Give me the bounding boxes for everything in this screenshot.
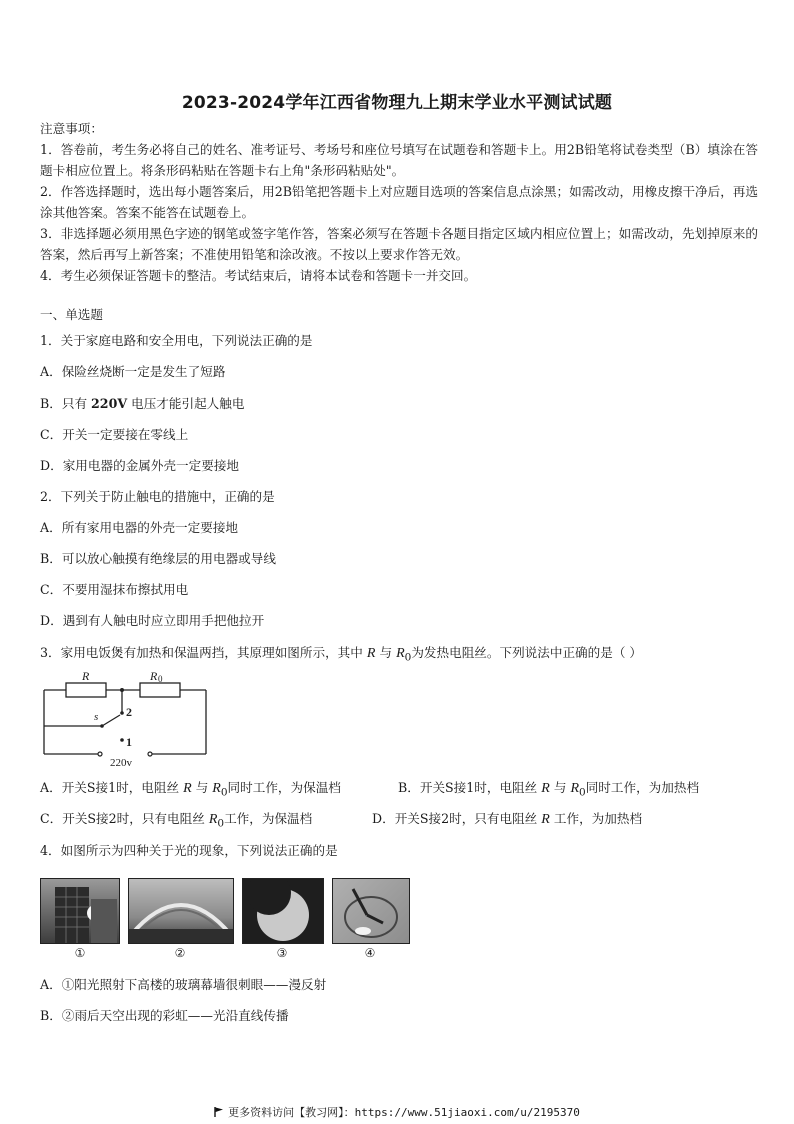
spoon-icon bbox=[333, 879, 409, 943]
q2-option-c: C．不要用湿抹布擦拭用电 bbox=[40, 582, 189, 597]
contact-2-dot bbox=[120, 711, 124, 715]
switch-blade bbox=[102, 715, 120, 726]
q2-stem: 2．下列关于防止触电的措施中，正确的是 bbox=[40, 489, 275, 504]
q3-circuit-diagram bbox=[36, 668, 216, 772]
label-contact-1: 1 bbox=[126, 735, 132, 749]
label-r0-sub: 0 bbox=[158, 674, 163, 684]
q1-b-post: 电压才能引起人触电 bbox=[127, 396, 245, 411]
label-switch: s bbox=[94, 711, 99, 723]
q3-options-row-1 bbox=[40, 777, 760, 804]
q1-option-b bbox=[40, 393, 760, 414]
photo-label-1: ① bbox=[74, 946, 86, 960]
q4-stem: 4．如图所示为四种关于光的现象，下列说法正确的是 bbox=[40, 843, 338, 858]
q1-stem: 1．关于家庭电路和安全用电，下列说法正确的是 bbox=[40, 333, 313, 348]
q3-option-c: C．开关S接2时，只有电阻丝 $R_0$工作，为保温档 bbox=[40, 811, 313, 830]
note-item: 3．非选择题必须用黑色字迹的钢笔或签字笔作答，答案必须写在答题卡各题目指定区域内相应位置上；如需改动，先划掉原来的答案，然后再写上新答案；不准使用铅笔和涂改液。不按以上要求作答无效。 bbox=[40, 226, 758, 262]
rainbow-icon bbox=[129, 879, 233, 943]
photo-glass-building bbox=[40, 878, 120, 944]
q3-stem: 3．家用电饭煲有加热和保温两挡，其原理如图所示，其中 R 与 $R_0$为发热电阻丝。下列说法中正确的是（ ） bbox=[40, 645, 643, 664]
footer-link[interactable] bbox=[0, 1104, 794, 1120]
q4-option-a: A．①阳光照射下高楼的玻璃幕墙很刺眼——漫反射 bbox=[40, 977, 327, 992]
q1-b-voltage: 220V bbox=[91, 396, 128, 411]
label-r0: R bbox=[150, 669, 158, 683]
switch-pivot-dot bbox=[100, 724, 104, 728]
notes-block bbox=[40, 118, 758, 286]
q3-r-symbol: R bbox=[366, 646, 376, 661]
q3-r0-symbol: R bbox=[396, 646, 405, 661]
q3-option-d: D．开关S接2时，只有电阻丝 R 工作，为加热档 bbox=[372, 811, 643, 827]
photo-solar-eclipse bbox=[242, 878, 324, 944]
junction-dot bbox=[120, 688, 124, 692]
label-contact-2: 2 bbox=[126, 705, 132, 719]
eclipse-icon bbox=[243, 879, 323, 943]
terminal-left bbox=[98, 752, 102, 756]
q3-options-row-2 bbox=[40, 808, 760, 835]
q1-option-c: C．开关一定要接在零线上 bbox=[40, 427, 189, 442]
note-item: 2．作答选择题时，选出每小题答案后，用2B铅笔把答题卡上对应题目选项的答案信息点涂黑；如需改动，用橡皮擦干净后，再选涂其他答案。答案不能答在试题卷上。 bbox=[40, 184, 758, 220]
terminal-right bbox=[148, 752, 152, 756]
q2-option-b: B．可以放心触摸有绝缘层的用电器或导线 bbox=[40, 551, 276, 566]
photo-spoon-in-water bbox=[332, 878, 410, 944]
contact-1-dot bbox=[120, 738, 124, 742]
photo-label-2: ② bbox=[174, 946, 186, 960]
exam-title: 2023-2024学年江西省物理九上期末学业水平测试试题 bbox=[181, 93, 613, 113]
note-item: 1．答卷前，考生务必将自己的姓名、准考证号、考场号和座位号填写在试题卷和答题卡上。用2B铅笔将试卷类型（B）填涂在答题卡相应位置上。将条形码粘贴在答题卡右上角"条形码粘贴处"。 bbox=[40, 142, 758, 178]
building-icon bbox=[41, 879, 119, 943]
label-voltage: 220v bbox=[110, 757, 132, 769]
q2-option-a: A．所有家用电器的外壳一定要接地 bbox=[40, 520, 239, 535]
q1-b-pre: B．只有 bbox=[40, 396, 92, 411]
photo-rainbow bbox=[128, 878, 234, 944]
resistor-r bbox=[66, 683, 106, 697]
resistor-r0 bbox=[140, 683, 180, 697]
q1-option-d: D．家用电器的金属外壳一定要接地 bbox=[40, 458, 240, 473]
flag-icon bbox=[214, 1107, 224, 1117]
photo-label-3: ③ bbox=[276, 946, 288, 960]
note-item: 4．考生必须保证答题卡的整洁。考试结束后，请将本试卷和答题卡一并交回。 bbox=[40, 268, 477, 283]
footer-prefix: 更多资料访问【教习网】： bbox=[228, 1106, 355, 1119]
footer-url[interactable]: https://www.51jiaoxi.com/u/2195370 bbox=[354, 1106, 580, 1119]
q3-option-a: A．开关S接1时，电阻丝 R 与 $R_0$同时工作，为保温档 bbox=[40, 780, 341, 799]
photo-label-4: ④ bbox=[364, 946, 376, 960]
q1-option-a: A．保险丝烧断一定是发生了短路 bbox=[40, 364, 226, 379]
q3-option-b: B．开关S接1时，电阻丝 R 与 $R_0$同时工作，为加热档 bbox=[398, 780, 700, 799]
label-r: R bbox=[82, 669, 90, 683]
section-heading: 一、单选题 bbox=[40, 307, 103, 322]
q2-option-d: D．遇到有人触电时应立即用手把他拉开 bbox=[40, 613, 265, 628]
q4-option-b: B．②雨后天空出现的彩虹——光沿直线传播 bbox=[40, 1008, 289, 1023]
notes-heading: 注意事项： bbox=[40, 121, 103, 136]
